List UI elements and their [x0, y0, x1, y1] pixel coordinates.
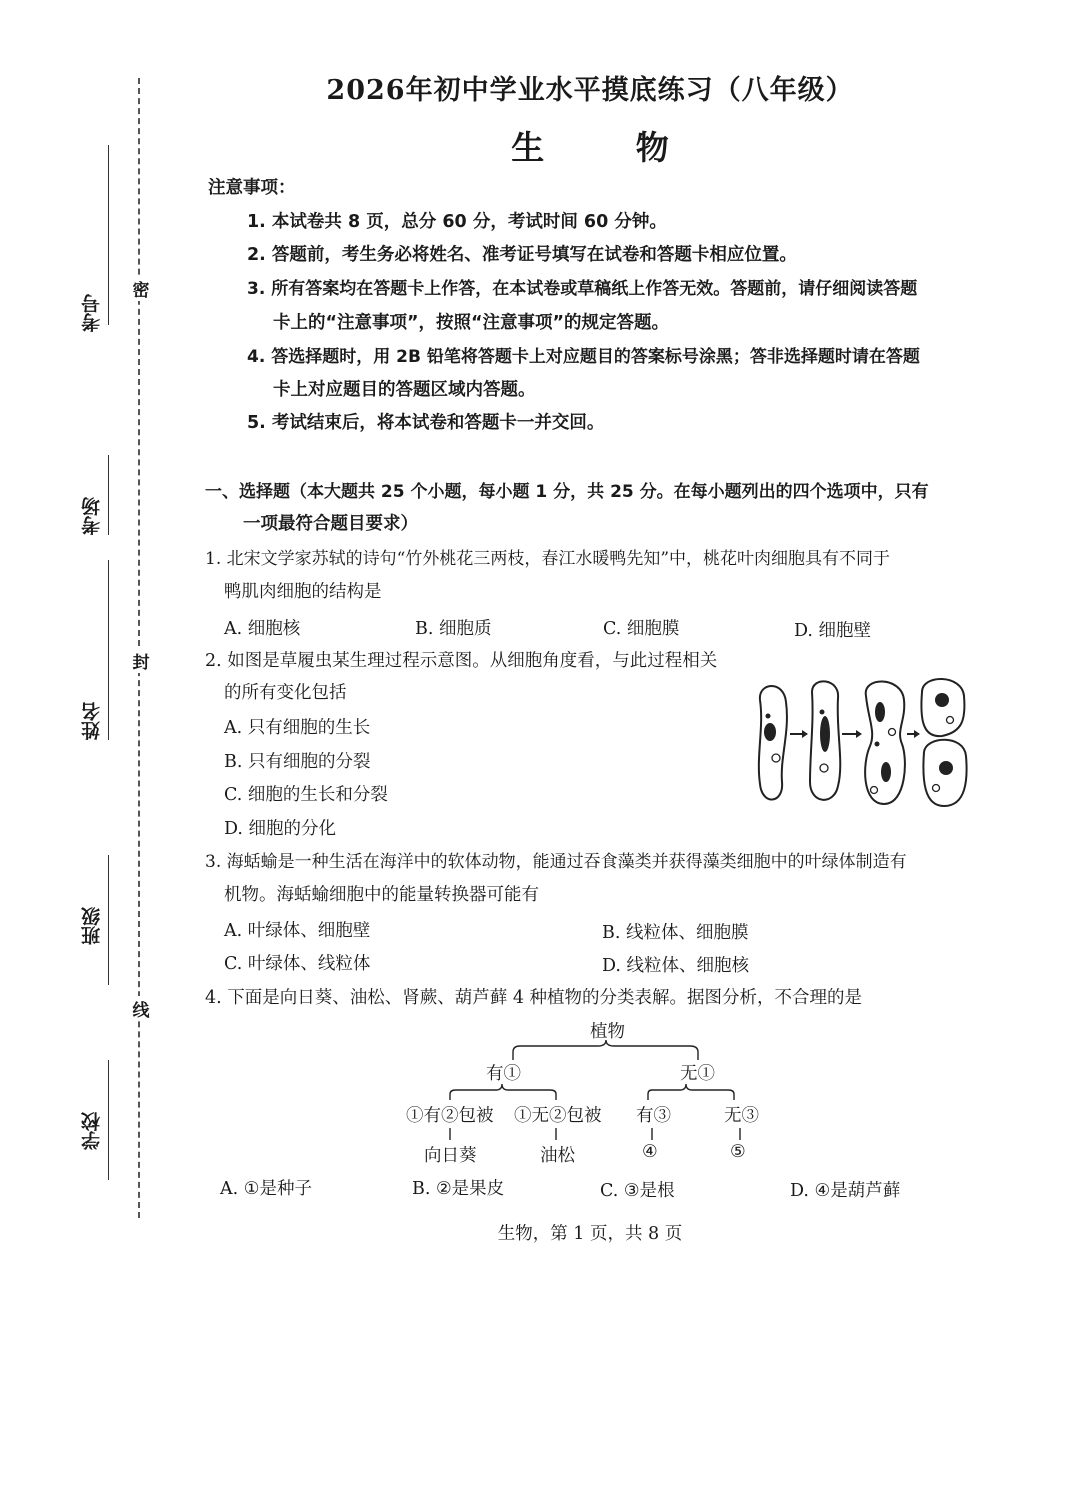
tree-node-wu3: 无③	[724, 1106, 759, 1126]
notice-item-1: 1. 本试卷共 8 页，总分 60 分，考试时间 60 分钟。	[247, 212, 667, 232]
notice-item-4-cont: 卡上对应题目的答题区域内答题。	[273, 380, 536, 400]
question-2-stem: 2. 如图是草履虫某生理过程示意图。从细胞角度看，与此过程相关	[205, 651, 718, 671]
subject-title: 生 物	[511, 128, 709, 167]
question-3-stem: 3. 海蛞蝓是一种生活在海洋中的软体动物，能通过吞食藻类并获得藻类细胞中的叶绿体制造有	[205, 852, 907, 872]
field-kaohao	[78, 132, 138, 332]
tree-node-you2-baobei: ①有②包被	[406, 1106, 494, 1126]
question-2-option-d: D. 细胞的分化	[224, 819, 337, 839]
field-label-kaohao: 考号	[81, 294, 103, 332]
field-xingming	[78, 540, 138, 740]
page-footer: 生物，第 1 页，共 8 页	[497, 1224, 683, 1244]
question-1-option-d: D. 细胞壁	[794, 621, 872, 641]
tree-node-you3: 有③	[636, 1106, 671, 1126]
question-1-option-c: C. 细胞膜	[603, 619, 680, 639]
notice-item-3-cont: 卡上的“注意事项”，按照“注意事项”的规定答题。	[273, 313, 670, 333]
tree-node-you1: 有①	[486, 1064, 521, 1084]
daughter-cell-top	[921, 679, 964, 736]
paramecium-division-figure	[750, 672, 975, 812]
question-4-option-a: A. ①是种子	[220, 1179, 312, 1199]
cell-stage-3	[865, 681, 905, 804]
section-heading: 一、选择题（本大题共 25 个小题，每小题 1 分，共 25 分。在每小题列出的四个选项中，只有	[205, 482, 929, 502]
question-3-stem-cont: 机物。海蛞蝓细胞中的能量转换器可能有	[224, 885, 539, 905]
tree-leaf-5: ⑤	[730, 1142, 746, 1162]
notice-heading: 注意事项：	[208, 178, 296, 198]
tree-root: 植物	[590, 1022, 625, 1042]
tree-leaf-xiangrikui: 向日葵	[424, 1146, 477, 1166]
question-4-stem: 4. 下面是向日葵、油松、肾蕨、葫芦藓 4 种植物的分类表解。据图分析，不合理的是	[205, 988, 863, 1008]
seal-xian: 线	[132, 996, 150, 1021]
question-4-option-b: B. ②是果皮	[412, 1179, 505, 1199]
question-2-option-a: A. 只有细胞的生长	[224, 718, 371, 738]
field-xuexiao	[78, 950, 138, 1150]
section-heading-cont: 一项最符合题目要求）	[243, 514, 418, 534]
tree-node-wu1: 无①	[680, 1064, 715, 1084]
plant-classification-diagram	[390, 1018, 790, 1168]
field-kaochang	[78, 335, 138, 535]
question-3-option-c: C. 叶绿体、线粒体	[224, 954, 371, 974]
seal-mi: 密	[132, 276, 150, 301]
question-1-stem-cont: 鸭肌肉细胞的结构是	[224, 582, 382, 602]
question-2-option-b: B. 只有细胞的分裂	[224, 752, 371, 772]
exam-title: 2026年初中学业水平摸底练习（八年级）	[326, 75, 854, 106]
question-1-option-b: B. 细胞质	[415, 619, 492, 639]
tree-leaf-yousong: 油松	[540, 1146, 575, 1166]
cell-stage-1	[759, 686, 787, 800]
tree-leaf-4: ④	[642, 1142, 658, 1162]
notice-item-5: 5. 考试结束后，将本试卷和答题卡一并交回。	[247, 413, 605, 433]
question-1-stem: 1. 北宋文学家苏轼的诗句“竹外桃花三两枝，春江水暖鸭先知”中，桃花叶肉细胞具有不同于	[205, 549, 891, 569]
seal-feng: 封	[132, 648, 150, 673]
field-label-xingming: 姓名	[81, 702, 103, 740]
notice-item-3: 3. 所有答案均在答题卡上作答，在本试卷或草稿纸上作答无效。答题前，请仔细阅读答题	[247, 279, 918, 299]
field-label-xuexiao: 学校	[81, 1112, 103, 1150]
notice-item-2: 2. 答题前，考生务必将姓名、准考证号填写在试卷和答题卡相应位置。	[247, 245, 797, 265]
question-3-option-b: B. 线粒体、细胞膜	[602, 923, 749, 943]
field-label-kaochang: 考场	[81, 497, 103, 535]
question-2-option-c: C. 细胞的生长和分裂	[224, 785, 388, 805]
question-2-stem-cont: 的所有变化包括	[224, 683, 347, 703]
question-4-option-c: C. ③是根	[600, 1181, 675, 1201]
question-3-option-d: D. 线粒体、细胞核	[602, 956, 750, 976]
tree-node-wu2-baobei: ①无②包被	[514, 1106, 602, 1126]
notice-item-4: 4. 答选择题时，用 2B 铅笔将答题卡上对应题目的答案标号涂黑；答非选择题时请在答题	[247, 347, 920, 367]
question-3-option-a: A. 叶绿体、细胞壁	[224, 921, 371, 941]
question-1-option-a: A. 细胞核	[224, 619, 301, 639]
field-label-banji: 班级	[81, 907, 103, 945]
question-4-option-d: D. ④是葫芦藓	[790, 1181, 901, 1201]
field-banji	[78, 745, 138, 945]
